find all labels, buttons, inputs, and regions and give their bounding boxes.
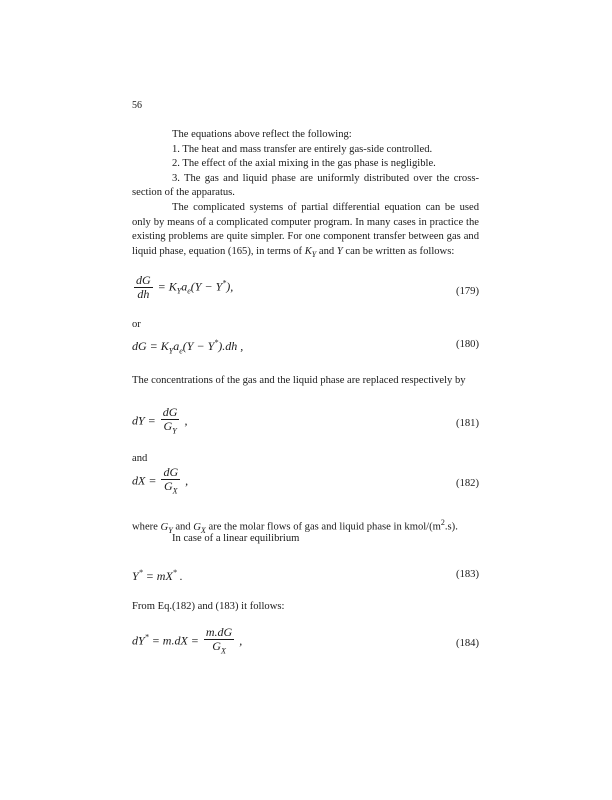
paragraph-end: can be written as follows: [345, 245, 455, 257]
equation-number: (184) [456, 638, 479, 649]
body-text-block [132, 128, 479, 262]
symbol-y: Y [336, 245, 343, 257]
fraction-dg-gx: $\frac{dG}{G_X}$ [163, 465, 179, 496]
or-label: or [132, 319, 141, 330]
intro-lead: The equations above reflect the following: [172, 129, 352, 140]
equation-number: (179) [456, 286, 479, 297]
fraction-dg-dh: $\frac{dG}{dh}$ [136, 273, 151, 301]
equation-number: (181) [456, 418, 479, 429]
paragraph [132, 201, 479, 262]
fraction-dg-gy: $\frac{dG}{G_Y}$ [162, 405, 178, 436]
paragraph-mid: and [318, 245, 335, 257]
list-item-3: 3. The gas and liquid phase are uniformly distributed over the cross-section of the apparatus. [132, 172, 479, 199]
equation-180: dG = $K_Ya_e(Y - Y^*).dh$ , (180) [132, 338, 479, 356]
equation-182: dX = $\frac{dG}{G_X}$ , (182) [132, 465, 479, 496]
equation-181: dY = $\frac{dG}{G_Y}$ , (181) [132, 405, 479, 436]
equation-number: (180) [456, 339, 479, 350]
equation-number: (182) [456, 478, 479, 489]
symbol-ky: $K_Y$ [304, 245, 317, 259]
where-sentence: where $G_Y$ and $G_X$ are the molar flows of gas and liquid phase in kmol/$(m^2.s)$. [132, 518, 458, 535]
page-number: 56 [132, 100, 142, 111]
equation-number: (183) [456, 569, 479, 580]
linear-equilibrium-sentence: In case of a linear equilibrium [172, 533, 300, 544]
paragraph-start: The complicated systems of partial differential equation can be used only by means of a complicated computer program. In many cases in practice the existing problems are quite simpler. For one component transfer between gas and liquid phase, equation (165), in terms of [132, 201, 479, 257]
equation-183: Y* = mX* . (183) [132, 568, 479, 583]
equation-179: $\frac{dG}{dh}$ = $K_Ya_e(Y - Y^*)$, (179) [136, 273, 479, 301]
from-sentence: From Eq.(182) and (183) it follows: [132, 601, 285, 612]
fraction-mdg-gx: $\frac{m.dG}{G_X}$ [205, 625, 233, 656]
equation-184: dY* = m.dX = $\frac{m.dG}{G_X}$ , (184) [132, 625, 479, 656]
list-item-2: 2. The effect of the axial mixing in the gas phase is negligible. [172, 158, 436, 170]
and-label: and [132, 453, 148, 464]
list-item-1: 1. The heat and mass transfer are entirely gas-side controlled. [172, 143, 433, 155]
concentrations-sentence: The concentrations of the gas and the liquid phase are replaced respectively by [132, 375, 466, 386]
